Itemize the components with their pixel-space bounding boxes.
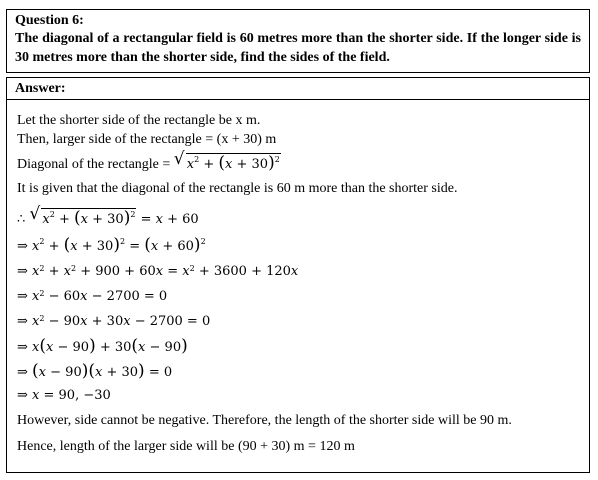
step-3: ⇒ $x^2 + x^2 + 900 + 60x = x^2 + 3600 + 120x$ — [17, 264, 299, 279]
step-6: ⇒ x(x − 90) + 30(x − 90) — [17, 336, 188, 356]
step-1: ∴ √ $x^2 + (x + 30)^2 = x + 60$ — [17, 204, 199, 228]
diagonal-label: Diagonal of the rectangle = — [17, 157, 171, 172]
question-title: Question 6: — [15, 13, 84, 28]
answer-line-2: Then, larger side of the rectangle = (x + 30) m — [17, 132, 277, 147]
answer-line-3 — [17, 149, 281, 174]
answer-heading: Answer: — [7, 78, 589, 100]
diagonal-expression: √ $x^2 + (x + 30)^2$ — [173, 149, 280, 173]
question-box — [6, 9, 590, 73]
step-8: ⇒ x = 90, −30 — [17, 388, 111, 403]
step-5: ⇒ $x^2 - 90x + 30x - 2700 = 0$ — [17, 314, 211, 329]
conclusion-line-1: However, side cannot be negative. Therefore, the length of the shorter side will be 90 m. — [17, 413, 512, 428]
step-7: ⇒ (x − 90)(x + 30) = 0 — [17, 361, 173, 381]
conclusion-line-2: Hence, length of the larger side will be (90 + 30) m = 120 m — [17, 439, 355, 454]
question-text: The diagonal of a rectangular field is 60 metres more than the shorter side. If the longer side is 30 metres more than the shorter side, find the sides of the field. — [15, 31, 581, 65]
step-4: ⇒ $x^2 - 60x - 2700 = 0$ — [17, 289, 168, 304]
answer-line-4: It is given that the diagonal of the rectangle is 60 m more than the shorter side. — [17, 181, 458, 196]
answer-box — [6, 77, 590, 473]
step-2: ⇒ $x^2 + (x + 30)^2 = (x + 60)^2$ — [17, 235, 206, 255]
answer-line-1: Let the shorter side of the rectangle be x m. — [17, 113, 261, 128]
